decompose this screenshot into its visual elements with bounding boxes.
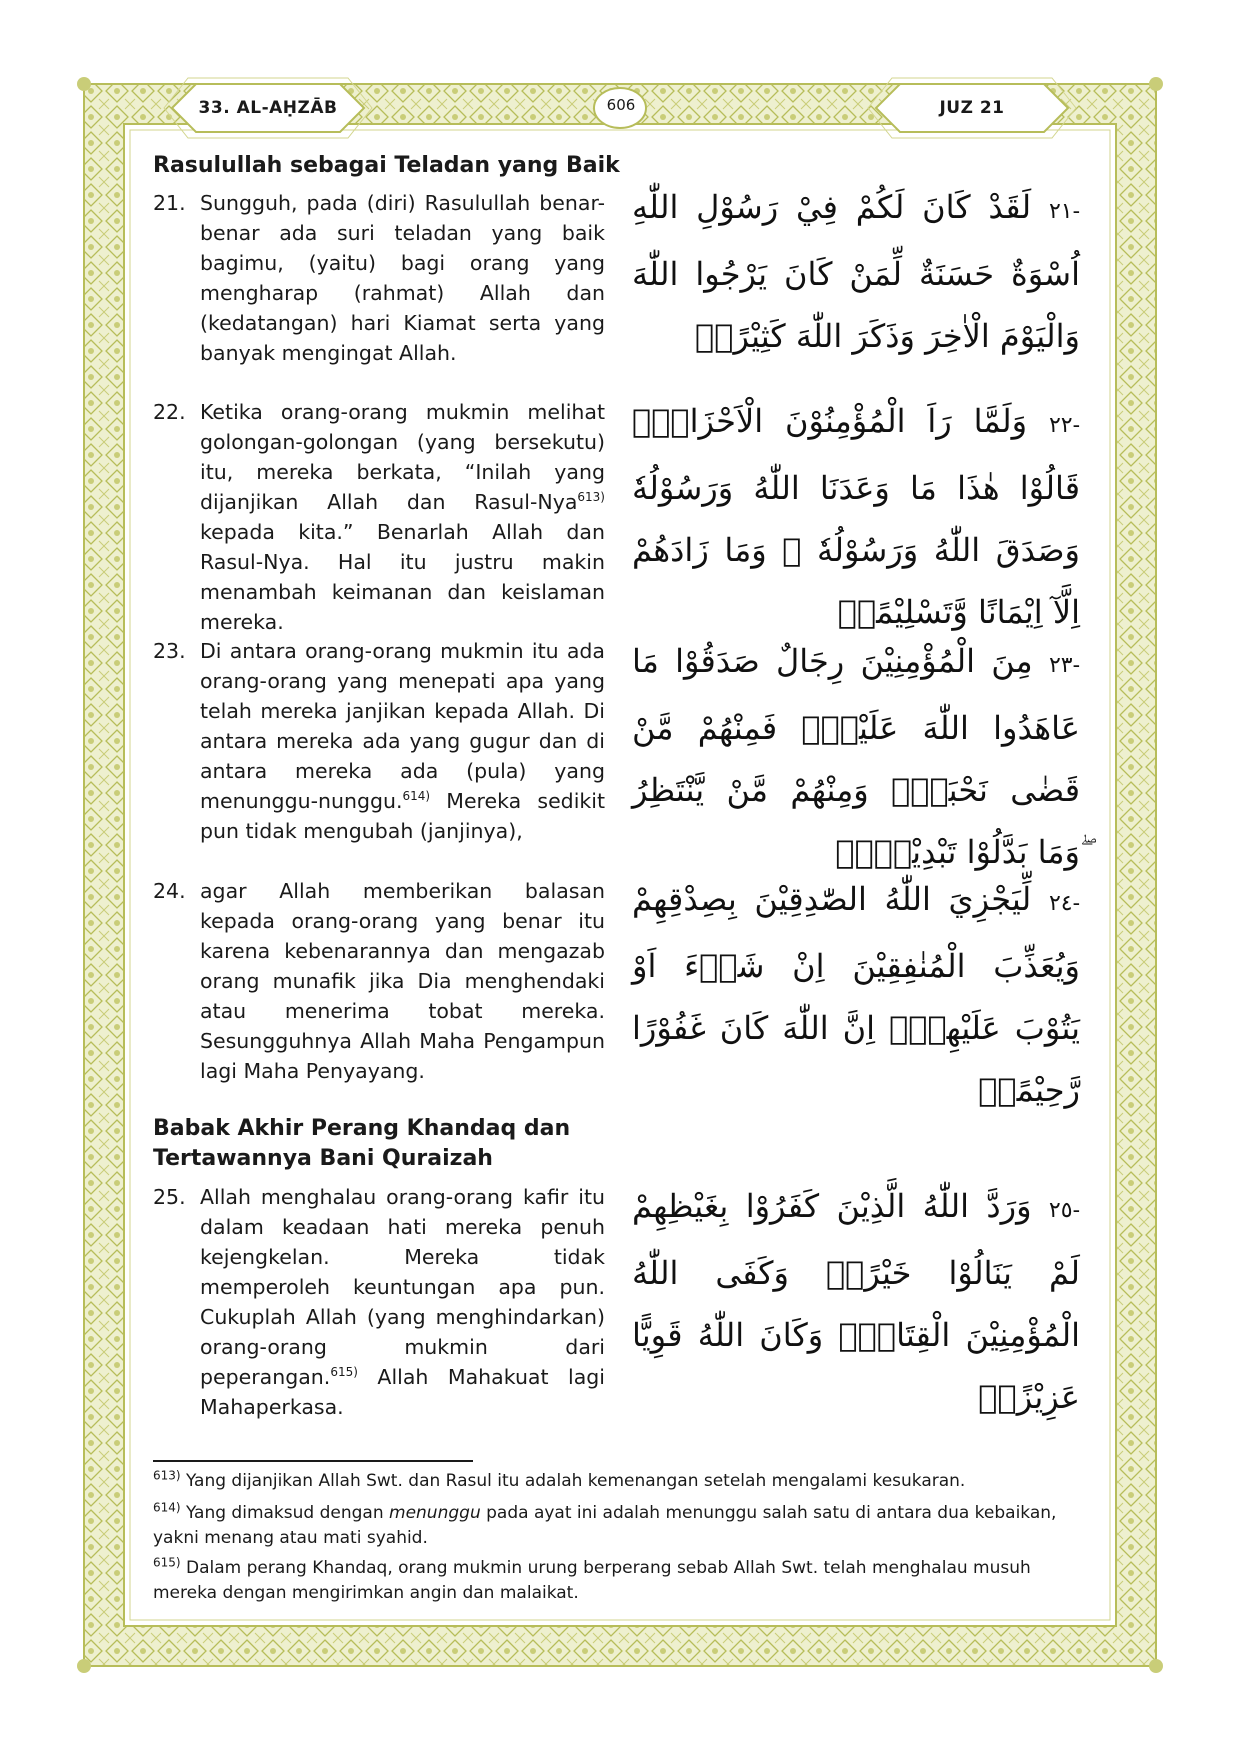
translation-verse-21 — [153, 188, 605, 368]
arabic-text: لَقَدْ كَانَ لَكُمْ فِيْ رَسُوْلِ اللّٰهِ اُسْوَةٌ حَسَنَةٌ لِّمَنْ كَانَ يَرْجُوا اللّٰهَ وَالْيَوْمَ الْاٰخِرَ وَذَكَرَ اللّٰهَ كَثِيْرًاۗ — [632, 188, 1080, 355]
arabic-verse-number: -٢٤ — [1048, 891, 1081, 916]
arabic-verse-number: -٢٣ — [1048, 653, 1081, 678]
arabic-verse-number: -٢١ — [1048, 199, 1081, 224]
verse-translation: Allah menghalau orang-orang kafir itu dalam keadaan hati mereka penuh kejengkelan. Mereka tidak memperoleh keuntungan apa pun. Cukuplah Allah (yang menghindarkan) orang-orang mukmin dari peperangan.$^{615)}$ Allah Mahakuat lagi Mahaperkasa. — [200, 1185, 605, 1419]
footnote-614: $^{614)}$ Yang dimaksud dengan menunggu pada ayat ini adalah menunggu salah satu di antara dua kebaikan, yakni menang atau mati syahid. — [153, 1500, 1057, 1548]
footnote-marker: 614) — [153, 1500, 181, 1515]
section-heading: Babak Akhir Perang Khandaq dan Tertawannya Bani Quraizah — [153, 1116, 571, 1171]
arabic-verse-21 — [632, 176, 1080, 367]
footnote-marker: 615) — [153, 1555, 181, 1570]
footnote-divider — [153, 1460, 473, 1462]
arabic-verse-number: -٢٥ — [1048, 1198, 1080, 1223]
verse-translation: Di antara orang-orang mukmin itu ada orang-orang yang menepati apa yang telah mereka janjikan kepada Allah. Di antara mereka ada yang gugur dan di antara mereka ada (pula) yang menunggu-nunggu.$^{614)}$ Mereka sedikit pun tidak mengubah (janjinya), — [200, 639, 605, 843]
arabic-verse-number: -٢٢ — [1048, 413, 1081, 438]
footnote-ref[interactable]: 614) — [402, 789, 431, 804]
footnote-marker: 613) — [153, 1468, 181, 1483]
juz-label: JUZ 21 — [939, 98, 1005, 118]
verse-number: 24. — [153, 879, 186, 903]
verse-translation: Ketika orang-orang mukmin melihat golongan-golongan (yang bersekutu) itu, mereka berkata, “Inilah yang dijanjikan Allah dan Rasul-Nya$^{613)}$ kepada kita.” Benarlah Allah dan Rasul-Nya. Hal itu justru makin menambah keimanan dan keislaman mereka. — [200, 400, 605, 634]
verse-number: 22. — [153, 400, 186, 424]
arabic-verse-24 — [632, 868, 1080, 1121]
verse-number: 23. — [153, 639, 186, 663]
section-heading: Rasulullah sebagai Teladan yang Baik — [153, 153, 620, 178]
arabic-verse-23 — [632, 630, 1080, 883]
page-number: 606 — [606, 96, 636, 114]
arabic-verse-22 — [632, 390, 1080, 643]
arabic-text: وَلَمَّا رَاَ الْمُؤْمِنُوْنَ الْاَحْزَابَۙ قَالُوْا هٰذَا مَا وَعَدَنَا اللّٰهُ وَرَسُوْلُهٗ وَصَدَقَ اللّٰهُ وَرَسُوْلُهٗ ۖ وَمَا زَادَهُمْ اِلَّآ اِيْمَانًا وَّتَسْلِيْمًاۗ — [632, 402, 1080, 631]
translation-verse-24 — [153, 876, 605, 1086]
verse-number: 21. — [153, 191, 186, 215]
translation-verse-25 — [153, 1182, 605, 1422]
arabic-text: لِّيَجْزِيَ اللّٰهُ الصّٰدِقِيْنَ بِصِدْقِهِمْ وَيُعَذِّبَ الْمُنٰفِقِيْنَ اِنْ شَاۤءَ اَوْ يَتُوْبَ عَلَيْهِمْۗ اِنَّ اللّٰهَ كَانَ غَفُوْرًا رَّحِيْمًاۚ — [632, 880, 1080, 1109]
arabic-verse-25 — [632, 1175, 1080, 1428]
arabic-text: مِنَ الْمُؤْمِنِيْنَ رِجَالٌ صَدَقُوْا مَا عَاهَدُوا اللّٰهَ عَلَيْهِۚ فَمِنْهُمْ مَّنْ قَضٰى نَحْبَهٗۙ وَمِنْهُمْ مَّنْ يَّنْتَظِرُ ۖوَمَا بَدَّلُوْا تَبْدِيْلًاۙ — [632, 642, 1080, 871]
verse-translation: Sungguh, pada (diri) Rasulullah benar-benar ada suri teladan yang baik bagimu, (yaitu) bagi orang yang mengharap (rahmat) Allah dan (kedatangan) hari Kiamat serta yang banyak mengingat Allah. — [200, 191, 605, 365]
footnote-ref[interactable]: 613) — [577, 490, 605, 505]
footnote-615: $^{615)}$ Dalam perang Khandaq, orang mukmin urung berperang sebab Allah Swt. telah menghalau musuh mereka dengan mengirimkan angin dan malaikat. — [153, 1555, 1031, 1603]
verse-translation: agar Allah memberikan balasan kepada orang-orang yang benar itu karena kebenarannya dan mengazab orang munafik jika Dia menghendaki atau menerima tobat mereka. Sesungguhnya Allah Maha Pengampun lagi Maha Penyayang. — [200, 879, 605, 1083]
footnote-ref[interactable]: 615) — [330, 1365, 358, 1380]
verse-number: 25. — [153, 1185, 186, 1209]
translation-verse-22 — [153, 397, 605, 637]
surah-title: 33. AL-AḤZĀB — [198, 98, 338, 118]
footnote-613: $^{613)}$ Yang dijanjikan Allah Swt. dan Rasul itu adalah kemenangan setelah mengalami kesukaran. — [153, 1468, 966, 1491]
arabic-text: وَرَدَّ اللّٰهُ الَّذِيْنَ كَفَرُوْا بِغَيْظِهِمْ لَمْ يَنَالُوْا خَيْرًاۗ وَكَفَى اللّٰهُ الْمُؤْمِنِيْنَ الْقِتَالَۗ وَكَانَ اللّٰهُ قَوِيًّا عَزِيْزًاۚ — [632, 1187, 1080, 1416]
translation-verse-23 — [153, 636, 605, 846]
